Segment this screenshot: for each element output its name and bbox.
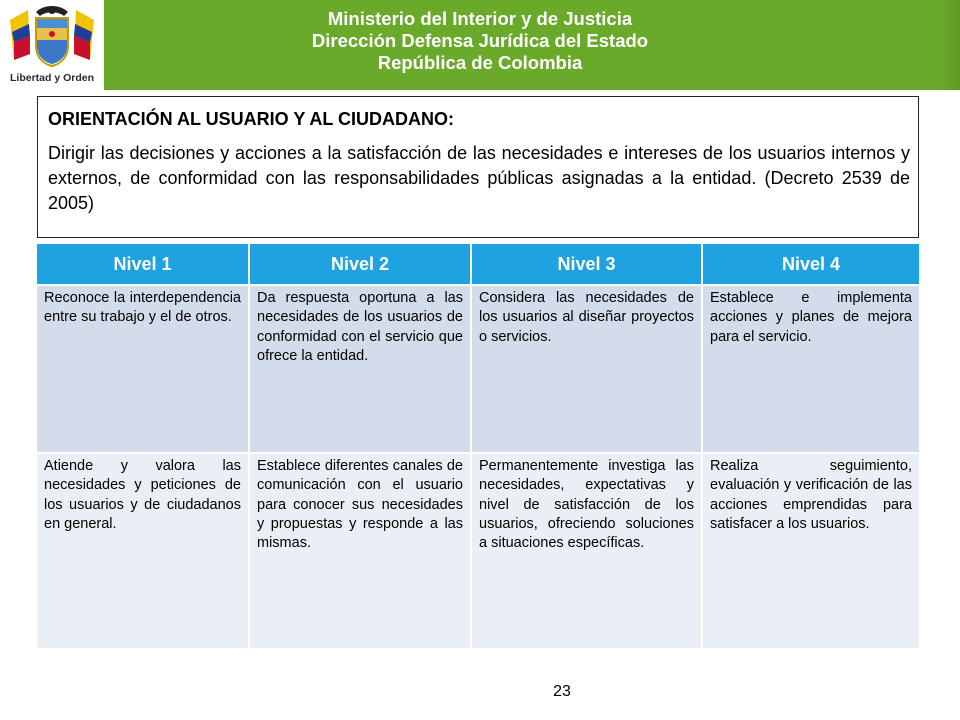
competency-title: ORIENTACIÓN AL USUARIO Y AL CIUDADANO: (48, 109, 455, 129)
header-nivel-4: Nivel 4 (702, 244, 919, 285)
table-cell: Establece diferentes canales de comunicación con el usuario para conocer sus necesidades y propuestas y responde a las mismas. (249, 453, 471, 648)
table-cell: Considera las necesidades de los usuarios al diseñar proyectos o servicios. (471, 285, 702, 453)
page-number: 23 (553, 683, 571, 700)
header-ministry: Ministerio del Interior y de Justicia (327, 8, 633, 29)
header-nivel-2: Nivel 2 (249, 244, 471, 285)
header-country: República de Colombia (377, 52, 583, 73)
table-cell: Atiende y valora las necesidades y peticiones de los usuarios y de ciudadanos en general. (37, 453, 249, 648)
table-cell: Da respuesta oportuna a las necesidades de los usuarios de conformidad con el servicio que ofrece la entidad. (249, 285, 471, 453)
coat-of-arms-logo (0, 0, 104, 92)
competency-levels-table (37, 244, 919, 648)
header-nivel-1: Nivel 1 (37, 244, 249, 285)
header-directorate: Dirección Defensa Jurídica del Estado (311, 30, 649, 51)
table-cell: Realiza seguimiento, evaluación y verificación de las acciones emprendidas para satisfacer a los usuarios. (702, 453, 919, 648)
logo-motto: Libertad y Orden (9, 72, 94, 84)
table-cell: Reconoce la interdependencia entre su trabajo y el de otros. (37, 285, 249, 453)
coat-of-arms-icon (6, 2, 98, 72)
competency-definition-box (37, 96, 919, 238)
competency-description: Dirigir las decisiones y acciones a la satisfacción de las necesidades e intereses de los usuarios internos y externos, de conformidad con las responsabilidades públicas asignadas a la entidad. (Decreto 2539 de 2005) (48, 143, 910, 213)
table-cell: Establece e implementa acciones y planes de mejora para el servicio. (702, 285, 919, 453)
header-nivel-3: Nivel 3 (471, 244, 702, 285)
table-row (37, 453, 919, 648)
table-row (37, 285, 919, 453)
header-title-block (104, 8, 856, 74)
table-header-row (37, 244, 919, 285)
table-cell: Permanentemente investiga las necesidades, expectativas y nivel de satisfacción de los usuarios, ofreciendo soluciones a situaciones específicas. (471, 453, 702, 648)
